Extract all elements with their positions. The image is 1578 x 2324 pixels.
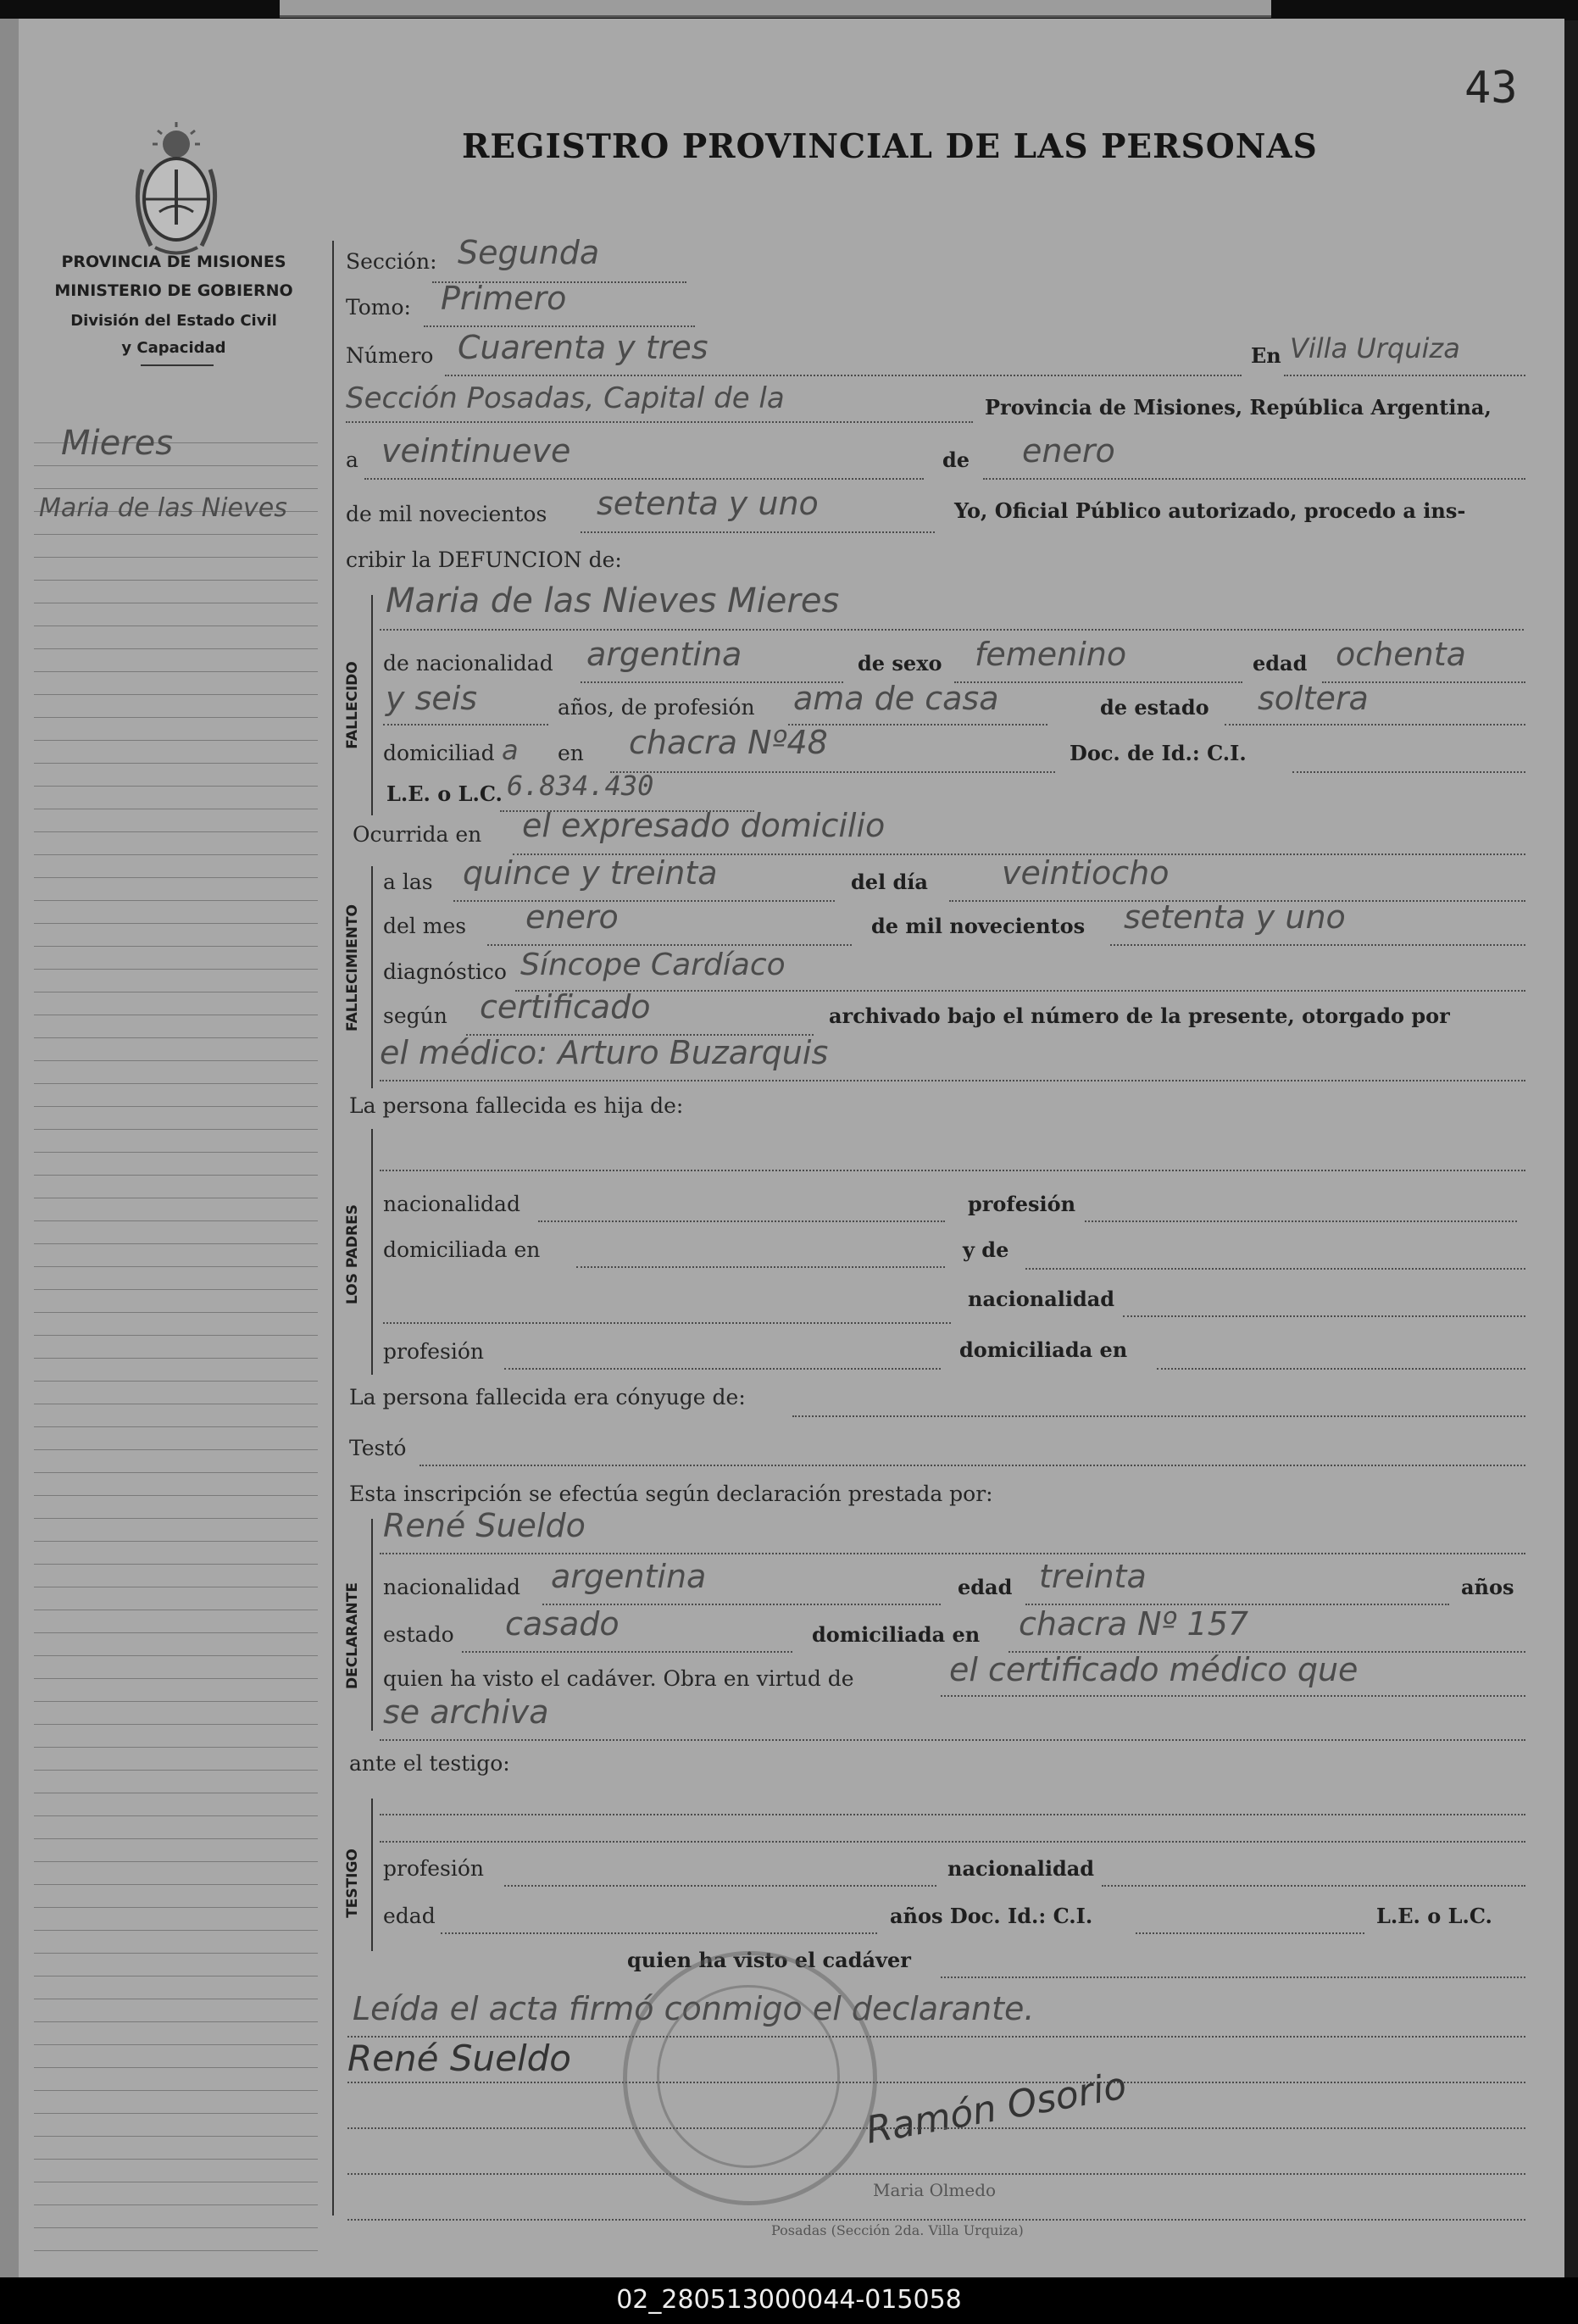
value-diagnostico: Síncope Cardíaco: [520, 948, 786, 982]
official-stamp-inner: [657, 1985, 840, 2168]
margin-ruled-line: [34, 2159, 318, 2160]
line-blank-1: [347, 2127, 1525, 2129]
label-padres-profesion: profesión: [383, 1339, 485, 1364]
signature-oficial: Ramón Osorio: [862, 2064, 1130, 2153]
line-testigo-ci: [1136, 1932, 1364, 1934]
value-segun: certificado: [480, 988, 651, 1026]
value-mes-fall: enero: [525, 898, 619, 936]
line-seccion-lugar: [346, 421, 973, 423]
label-decl-nacionalidad: nacionalidad: [383, 1575, 520, 1599]
label-padres: LOS PADRES: [344, 1204, 361, 1304]
margin-ruled-line: [34, 1701, 318, 1702]
line-doc-id: [1292, 771, 1525, 773]
line-nombre: [380, 629, 1524, 631]
label-testigo-edad: edad: [383, 1904, 436, 1928]
line-domicilio: [610, 771, 1055, 773]
margin-ruled-line: [34, 1884, 318, 1885]
line-anio: [581, 531, 935, 533]
value-seccion: Segunda: [458, 234, 600, 271]
label-fallecido: FALLECIDO: [344, 661, 361, 749]
line-tomo: [424, 325, 695, 327]
margin-ruled-line: [34, 2250, 318, 2251]
margin-ruled-line: [34, 2113, 318, 2114]
label-testigo-nacionalidad: nacionalidad: [947, 1856, 1095, 1881]
margin-ruled-line: [34, 625, 318, 626]
margin-ruled-line: [34, 1289, 318, 1290]
margin-ruled-line: [34, 763, 318, 764]
main-vertical-rule: [332, 241, 334, 2216]
line-testigo-edad: [441, 1932, 877, 1934]
agency-line-3: División del Estado Civil: [70, 312, 277, 330]
label-provincia: Provincia de Misiones, República Argentina,: [985, 395, 1492, 420]
margin-given-names: Maria de las Nieves: [39, 493, 287, 523]
record-page: [0, 19, 1564, 2277]
margin-ruled-line: [34, 2227, 318, 2228]
label-decl-edad: edad: [958, 1575, 1013, 1599]
page-title: REGISTRO PROVINCIAL DE LAS PERSONAS: [462, 127, 1318, 166]
margin-ruled-line: [34, 2136, 318, 2137]
value-edad-1: ochenta: [1336, 636, 1466, 673]
margin-ruled-line: [34, 1152, 318, 1153]
margin-ruled-line: [34, 831, 318, 832]
value-en: Villa Urquiza: [1290, 332, 1460, 364]
margin-ruled-line: [34, 1907, 318, 1908]
label-de-mil: de mil novecientos: [346, 502, 547, 526]
label-esta-inscripcion: Esta inscripción se efectúa según declaración prestada por:: [349, 1482, 993, 1506]
label-en-domicilio: en: [558, 741, 584, 765]
line-dia: [364, 478, 924, 480]
coat-of-arms-icon: [125, 119, 227, 263]
margin-ruled-line: [34, 488, 318, 489]
line-padre-extra: [383, 1322, 951, 1324]
value-decl-estado: casado: [505, 1605, 620, 1643]
line-padre-domicilio: [576, 1266, 945, 1268]
line-testigo-cadaver: [941, 1977, 1525, 1978]
binder-clip: [280, 0, 1271, 18]
margin-ruled-line: [34, 1564, 318, 1565]
margin-ruled-line: [34, 1243, 318, 1244]
line-anio-fall: [1110, 944, 1525, 946]
margin-ruled-line: [34, 1541, 318, 1542]
label-decl-domiciliada: domiciliada en: [812, 1622, 981, 1647]
line-conyuge: [792, 1415, 1525, 1417]
label-conyuge: La persona fallecida era cónyuge de:: [349, 1385, 746, 1409]
fallecido-rule: [371, 595, 373, 815]
value-hora: quince y treinta: [463, 854, 718, 892]
margin-ruled-line: [34, 923, 318, 924]
label-tomo: Tomo:: [346, 295, 411, 320]
value-decl-nacionalidad: argentina: [551, 1558, 707, 1595]
margin-ruled-line: [34, 946, 318, 947]
label-del-mes: del mes: [383, 914, 467, 938]
margin-ruled-line: [34, 1106, 318, 1107]
margin-ruled-line: [34, 1632, 318, 1633]
margin-ruled-line: [34, 1312, 318, 1313]
label-segun: según: [383, 1004, 447, 1028]
label-de-nacionalidad: de nacionalidad: [383, 651, 553, 676]
agency-line-2: MINISTERIO DE GOBIERNO: [54, 281, 293, 300]
value-decl-domicilio: chacra Nº 157: [1019, 1605, 1249, 1643]
margin-ruled-line: [34, 2021, 318, 2022]
margin-ruled-line: [34, 1747, 318, 1748]
label-en: En: [1251, 343, 1281, 368]
margin-ruled-line: [34, 465, 318, 466]
label-a-las: a las: [383, 870, 433, 894]
page-number: 43: [1464, 63, 1518, 114]
declarante-rule: [371, 1519, 373, 1731]
margin-ruled-line: [34, 1472, 318, 1473]
label-testigo: TESTIGO: [344, 1849, 361, 1918]
value-mes: enero: [1022, 432, 1115, 470]
label-padre-profesion: profesión: [968, 1192, 1076, 1216]
value-edad-2: y seis: [386, 680, 478, 717]
margin-ruled-line: [34, 1335, 318, 1336]
label-ocurrida: Ocurrida en: [353, 822, 482, 847]
label-diagnostico: diagnóstico: [383, 959, 507, 984]
label-archivado: archivado bajo el número de la presente, otorgado por: [829, 1004, 1450, 1028]
line-mes-fall: [487, 944, 852, 946]
line-obra: [941, 1695, 1525, 1697]
signature-declarante: René Sueldo: [347, 2038, 571, 2079]
label-quien-visto: quien ha visto el cadáver. Obra en virtud de: [383, 1666, 854, 1691]
value-dia: veintinueve: [381, 432, 571, 470]
margin-ruled-line: [34, 717, 318, 718]
line-edad-2: [383, 724, 548, 726]
margin-ruled-line: [34, 1724, 318, 1725]
fallecimiento-rule: [371, 866, 373, 1088]
label-testigo-le-lc: L.E. o L.C.: [1376, 1904, 1492, 1928]
agency-line-4: y Capacidad: [121, 339, 226, 357]
label-madre-domiciliada: domiciliada en: [959, 1337, 1128, 1362]
label-doc-id: Doc. de Id.: C.I.: [1070, 741, 1247, 765]
line-blank-3: [347, 2219, 1525, 2221]
margin-ruled-line: [34, 1060, 318, 1061]
line-estado: [1225, 724, 1525, 726]
scan-footer: [0, 2277, 1578, 2324]
line-madre-domicilio: [1157, 1368, 1525, 1370]
margin-ruled-line: [34, 1861, 318, 1862]
line-numero: [445, 375, 1242, 376]
label-del-dia: del día: [851, 870, 928, 894]
label-anos-profesion: años, de profesión: [558, 695, 755, 720]
label-de: de: [942, 448, 970, 472]
margin-ruled-line: [34, 1266, 318, 1267]
margin-ruled-line: [34, 1976, 318, 1977]
value-cierre: Leída el acta firmó conmigo el declarante.: [353, 1990, 1035, 2027]
value-tomo: Primero: [441, 280, 567, 317]
margin-ruled-line: [34, 1220, 318, 1221]
line-medico: [380, 1080, 1525, 1081]
line-madre: [1025, 1268, 1525, 1270]
margin-ruled-line: [34, 2204, 318, 2205]
margin-ruled-line: [34, 2090, 318, 2091]
label-padre-domiciliada: domiciliada en: [383, 1237, 541, 1262]
binder-bar: [0, 0, 1578, 20]
margin-ruled-line: [34, 900, 318, 901]
label-seccion: Sección:: [346, 249, 437, 274]
margin-ruled-line: [34, 2044, 318, 2045]
margin-ruled-line: [34, 969, 318, 970]
value-anio: setenta y uno: [597, 485, 819, 522]
value-profesion: ama de casa: [793, 680, 999, 717]
label-a: a: [346, 448, 358, 472]
value-obra-1: el certificado médico que: [949, 1651, 1359, 1688]
agency-underline: [141, 364, 214, 366]
label-ante-testigo: ante el testigo:: [349, 1751, 510, 1776]
value-nombre: Maria de las Nieves Mieres: [386, 581, 840, 620]
margin-ruled-line: [34, 1037, 318, 1038]
value-nacionalidad: argentina: [586, 636, 742, 673]
label-padre-nacionalidad: nacionalidad: [383, 1192, 520, 1216]
label-testigo-anos-doc: años Doc. Id.: C.I.: [890, 1904, 1093, 1928]
line-padre-nacionalidad: [538, 1220, 945, 1222]
margin-ruled-line: [34, 1655, 318, 1656]
value-dia-fall: veintiocho: [1002, 854, 1170, 892]
line-diagnostico: [515, 990, 1525, 992]
margin-ruled-line: [34, 1770, 318, 1771]
value-ocurrida: el expresado domicilio: [522, 807, 886, 844]
line-testigo-profesion: [504, 1885, 936, 1887]
margin-ruled-line: [34, 1129, 318, 1130]
margin-ruled-line: [34, 1495, 318, 1496]
line-hora: [453, 900, 835, 902]
value-declarante: René Sueldo: [383, 1507, 586, 1544]
margin-surname: Mieres: [61, 424, 174, 463]
label-de-mil-nov: de mil novecientos: [871, 914, 1086, 938]
padres-rule: [371, 1129, 373, 1375]
value-numero: Cuarenta y tres: [458, 329, 708, 366]
margin-ruled-line: [34, 648, 318, 649]
label-testigo-profesion: profesión: [383, 1856, 485, 1881]
value-le-lc: 6.834.430: [507, 770, 654, 802]
label-hija-de: La persona fallecida es hija de:: [349, 1093, 684, 1118]
label-numero: Número: [346, 343, 434, 368]
line-padre-profesion: [1085, 1220, 1517, 1222]
margin-ruled-line: [34, 854, 318, 855]
margin-ruled-line: [34, 1518, 318, 1519]
value-domicilio: chacra Nº48: [629, 724, 828, 761]
margin-ruled-line: [34, 1449, 318, 1450]
margin-ruled-line: [34, 740, 318, 741]
value-sexo: femenino: [975, 636, 1127, 673]
margin-ruled-line: [34, 1175, 318, 1176]
label-yo-oficial: Yo, Oficial Público autorizado, procedo a ins-: [954, 498, 1466, 523]
value-domicilio-suffix: a: [502, 734, 519, 766]
line-testo: [420, 1465, 1525, 1466]
value-seccion-lugar: Sección Posadas, Capital de la: [346, 381, 785, 415]
label-domiciliada: domiciliad: [383, 741, 495, 765]
testigo-rule: [371, 1799, 373, 1951]
margin-ruled-line: [34, 786, 318, 787]
label-de-sexo: de sexo: [858, 651, 942, 676]
label-decl-estado: estado: [383, 1622, 454, 1647]
value-decl-edad: treinta: [1039, 1558, 1147, 1595]
label-quien-cadaver: quien ha visto el cadáver: [627, 1948, 911, 1972]
margin-ruled-line: [34, 1678, 318, 1679]
line-testigo: [380, 1841, 1525, 1843]
label-cribir: cribir la DEFUNCION de:: [346, 548, 622, 572]
line-mes: [983, 478, 1525, 480]
label-decl-anos: años: [1461, 1575, 1514, 1599]
value-obra-2: se archiva: [383, 1693, 549, 1731]
label-le-lc: L.E. o L.C.: [386, 781, 503, 806]
label-y-de: y de: [963, 1237, 1009, 1262]
margin-ruled-line: [34, 557, 318, 558]
line-testigo-nacionalidad: [1102, 1885, 1525, 1887]
label-madre-nacionalidad: nacionalidad: [968, 1287, 1115, 1311]
margin-ruled-line: [34, 2067, 318, 2068]
agency-line-1: PROVINCIA DE MISIONES: [61, 253, 286, 271]
label-declarante: DECLARANTE: [344, 1582, 361, 1689]
margin-ruled-line: [34, 694, 318, 695]
line-madre-profesion: [504, 1368, 941, 1370]
line-blank-2: [347, 2173, 1525, 2175]
value-medico: el médico: Arturo Buzarquis: [380, 1034, 829, 1071]
footer-id: 02_280513000044-015058: [616, 2285, 962, 2315]
label-edad: edad: [1253, 651, 1308, 676]
value-anio-fall: setenta y uno: [1124, 898, 1346, 936]
margin-ruled-line: [34, 1381, 318, 1382]
margin-ruled-line: [34, 1083, 318, 1084]
stamp-name: Maria Olmedo: [873, 2180, 997, 2200]
label-testo: Testó: [349, 1436, 407, 1460]
margin-ruled-line: [34, 1930, 318, 1931]
line-testigo-top: [380, 1814, 1525, 1815]
line-firmas: [347, 2082, 1525, 2083]
line-en: [1284, 375, 1525, 376]
margin-ruled-line: [34, 1815, 318, 1816]
line-declarante: [380, 1553, 1525, 1554]
value-estado: soltera: [1258, 680, 1369, 717]
margin-ruled-line: [34, 1953, 318, 1954]
margin-ruled-line: [34, 671, 318, 672]
line-decl-estado: [462, 1651, 792, 1653]
margin-ruled-line: [34, 1838, 318, 1839]
line-obra-2: [380, 1739, 1525, 1741]
line-padre: [380, 1170, 1525, 1171]
line-madre-nacionalidad: [1123, 1315, 1525, 1317]
stamp-place: Posadas (Sección 2da. Villa Urquiza): [771, 2222, 1024, 2238]
label-de-estado: de estado: [1100, 695, 1209, 720]
margin-ruled-line: [34, 534, 318, 535]
margin-ruled-line: [34, 1358, 318, 1359]
page-edge: [0, 19, 19, 2277]
label-fallecimiento: FALLECIMIENTO: [344, 903, 361, 1032]
margin-ruled-line: [34, 1426, 318, 1427]
margin-ruled-line: [34, 877, 318, 878]
margin-ruled-line: [34, 580, 318, 581]
